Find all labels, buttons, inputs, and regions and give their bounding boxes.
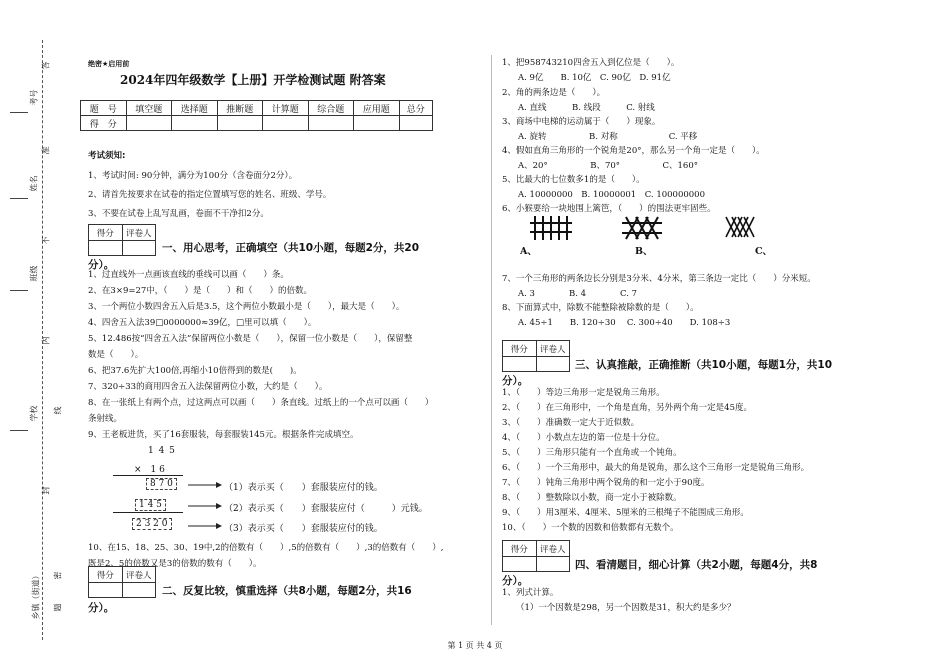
partial-product-2: 1 4 5 — [135, 499, 166, 511]
scorebox-label: 得分 — [510, 344, 528, 355]
question-item: 5、比最大的七位数多1的是（ ）。 — [502, 175, 645, 185]
score-table-cell: 总分 — [399, 101, 433, 116]
arrow-icons — [186, 462, 226, 532]
question-item: 1、过直线外一点画该直线的垂线可以画（ ）条。 — [88, 270, 289, 280]
notice-item: 2、请首先按要求在试卷的指定位置填写您的姓名、班级、学号。 — [88, 190, 332, 200]
margin-blank — [10, 430, 28, 431]
question-item: 5、12.486按“四舍五入法”保留两位小数是（ ），保留一位小数是（ ），保留整 — [88, 334, 413, 344]
scorebox-label: 评卷人 — [536, 541, 570, 556]
scorebox-label: 评卷人 — [122, 225, 156, 240]
margin-cut-char: 题 — [53, 603, 63, 612]
section2-title-cont: 分）。 — [88, 602, 115, 614]
score-table-cell: 选择题 — [172, 101, 218, 116]
margin-label-town: 乡镇（街道） — [31, 571, 41, 620]
column-divider — [491, 55, 492, 625]
page-title: 2024年四年级数学【上册】开学检测试题 附答案 — [120, 73, 386, 87]
arrow-icon — [188, 482, 222, 488]
judge-item: 7、（ ）钝角三角形中两个锐角的和一定小于90度。 — [502, 478, 710, 488]
multiplier: × 1 6 — [134, 465, 165, 475]
fence-option-a[interactable]: A、 — [520, 246, 537, 257]
question-item: 7、320÷33的商用四舍五入法保留两位小数，大约是（ ）。 — [88, 382, 328, 392]
section3-title: 三、认真推敲，正确推断（共10小题，每题1分，共10 — [575, 359, 833, 371]
judge-item: 9、（ ）用3厘米、4厘米、5厘米的三根绳子不能围成三角形。 — [502, 508, 749, 518]
secret-mark: 绝密★启用前 — [88, 60, 130, 68]
margin-cut-char: 答 — [41, 61, 51, 70]
score-table — [80, 100, 433, 131]
scorebox-label: 得分 — [96, 228, 114, 239]
calc-item: 1、列式计算。 — [502, 588, 559, 598]
question-item: 2、角的两条边是（ ）。 — [502, 88, 606, 98]
section3-title-cont: 分）。 — [502, 375, 529, 387]
calc-item: （1）一个因数是298，另一个因数是31，积大约是多少？ — [516, 603, 736, 613]
scorebox-input[interactable] — [536, 357, 570, 372]
scorebox-input[interactable] — [503, 357, 536, 372]
judge-item: 5、（ ）三角形只能有一个直角或一个钝角。 — [502, 448, 682, 458]
scorebox-input[interactable] — [536, 557, 570, 572]
score-input-cell[interactable] — [263, 116, 309, 131]
fence-lattice-icon — [726, 217, 754, 237]
score-input-cell[interactable] — [217, 116, 263, 131]
question-item: 2、在3×9=27中，（ ）是（ ）和（ ）的倍数。 — [88, 286, 313, 296]
question-item: 数是（ ）。 — [88, 350, 144, 360]
fence-cross-icon — [622, 217, 662, 239]
judge-item: 4、（ ）小数点左边的第一位是十分位。 — [502, 433, 665, 443]
notice-item: 3、不要在试卷上乱写乱画，卷面不干净扣2分。 — [88, 209, 269, 219]
notice-title: 考试须知: — [88, 151, 126, 161]
question-item: 7、一个三角形的两条边长分别是3分米、4分米，第三条边一定比（ ）分米短。 — [502, 274, 816, 284]
question-item: 3、商场中电梯的运动属于（ ）现象。 — [502, 117, 661, 127]
score-table-cell: 题 号 — [81, 101, 127, 116]
margin-cut-char: 准 — [41, 146, 51, 155]
calc-answer-2: （2）表示买（ ）套服装应付（ ）元钱。 — [224, 504, 428, 514]
question-item: 3、一个两位小数四舍五入后是3.5，这个两位小数最小是（ ），最大是（ ）。 — [88, 302, 405, 312]
section4-title: 四、看清题目，细心计算（共2小题，每题4分，共8 — [575, 559, 818, 571]
calc-answer-1: （1）表示买（ ）套服装应付的钱。 — [224, 483, 383, 493]
margin-label-class: 班级 — [29, 265, 39, 282]
margin-label-name: 姓名 — [29, 175, 39, 192]
scorebox-label: 评卷人 — [536, 341, 570, 356]
section2-title: 二、反复比较，慎重选择（共8小题，每题2分，共16 — [162, 585, 412, 597]
margin-blank — [10, 112, 28, 113]
question-item: 8、下面算式中，除数不能整除被除数的是（ ）。 — [502, 303, 699, 313]
judge-item: 1、（ ）等边三角形一定是锐角三角形。 — [502, 388, 665, 398]
score-table-score-row — [81, 116, 433, 131]
section1-title: 一、用心思考，正确填空（共10小题，每题2分，共20 — [162, 242, 420, 254]
section1-title-cont: 分）。 — [88, 259, 115, 271]
score-input-cell[interactable] — [308, 116, 354, 131]
final-product: 2 3 2 0 — [132, 518, 172, 530]
question-options: A. 9亿 B. 10亿 C. 90亿 D. 91亿 — [518, 73, 671, 83]
fence-option-b[interactable]: B、 — [635, 246, 653, 257]
question-item: 1、把958743210四舍五入到亿位是（ ）。 — [502, 58, 680, 68]
scorebox-input[interactable] — [122, 241, 156, 256]
question-options: A. 直线 B. 线段 C. 射线 — [518, 103, 655, 113]
margin-blank — [10, 290, 28, 291]
question-item: 6、小猴要给一块地围上篱笆，（ ）的围法更牢固些。 — [502, 204, 716, 214]
margin-cut-char: 内 — [41, 336, 51, 345]
section4-title-cont: 分）。 — [502, 575, 529, 587]
scorebox-input[interactable] — [89, 583, 122, 598]
score-table-cell: 综合题 — [308, 101, 354, 116]
question-item: 既是2、5的倍数又是3的倍数的数有（ ）。 — [88, 559, 262, 569]
score-table-cell: 应用题 — [354, 101, 400, 116]
section-scorebox — [502, 540, 570, 572]
score-table-cell: 推断题 — [217, 101, 263, 116]
question-options: A. 3 B. 4 C. 7 — [518, 289, 638, 299]
question-item: 10、在15、18、25、30、19中,2的倍数有（ ）,5的倍数有（ ）,3的倍数有（ ）, — [88, 543, 444, 553]
question-options: A. 旋转 B. 对称 C. 平移 — [518, 132, 698, 142]
question-item: 8、在一张纸上有两个点，过这两点可以画（ ）条直线。过纸上的一个点可以画（ ） — [88, 398, 434, 408]
score-table-header-row — [81, 101, 433, 116]
scorebox-label: 得分 — [96, 570, 114, 581]
margin-cut-char: 密 — [53, 571, 63, 580]
margin-label-school: 学校 — [29, 405, 39, 422]
scorebox-input[interactable] — [503, 557, 536, 572]
question-options: A、20° B、70° C、160° — [518, 161, 698, 171]
question-item: 4、假如直角三角形的一个锐角是20°，那么另一个角一定是（ ）。 — [502, 146, 765, 156]
question-item: 条射线。 — [88, 414, 123, 424]
judge-item: 10、（ ）一个数的因数和倍数都有无数个。 — [502, 523, 679, 533]
fence-grid-icon — [530, 216, 572, 240]
margin-label-exam-number: 考号 — [29, 89, 39, 106]
section-scorebox — [88, 566, 156, 598]
fence-option-c[interactable]: C、 — [755, 246, 773, 257]
scorebox-input[interactable] — [122, 583, 156, 598]
question-options: A. 10000000 B. 10000001 C. 100000000 — [518, 190, 705, 200]
score-input-cell[interactable] — [172, 116, 218, 131]
section-scorebox — [88, 224, 156, 256]
scorebox-label: 评卷人 — [122, 567, 156, 582]
section-scorebox — [502, 340, 570, 372]
scorebox-label: 得分 — [510, 544, 528, 555]
page-footer: 第 1 页 共 4 页 — [447, 641, 503, 650]
calc-line — [113, 475, 183, 476]
margin-cut-char: 不 — [41, 236, 51, 245]
margin-cut-char: 封 — [41, 486, 51, 495]
margin-blank — [10, 198, 28, 199]
score-input-cell[interactable] — [399, 116, 433, 131]
score-input-cell[interactable] — [354, 116, 400, 131]
calc-answer-3: （3）表示买（ ）套服装应付的钱。 — [224, 524, 383, 534]
score-table-cell: 计算题 — [263, 101, 309, 116]
score-table-cell: 得 分 — [81, 116, 127, 131]
judge-item: 3、（ ）准确数一定大于近似数。 — [502, 418, 640, 428]
arrow-icon — [188, 523, 222, 529]
judge-item: 8、（ ）整数除以小数，商一定小于被除数。 — [502, 493, 682, 503]
notice-item: 1、考试时间: 90分钟，满分为100分（含卷面分2分）。 — [88, 171, 298, 181]
question-options: A. 45÷1 B. 120÷30 C. 300÷40 D. 108÷3 — [518, 318, 731, 328]
multiplicand: 1 4 5 — [148, 446, 176, 456]
question-item: 4、四舍五入法39□0000000≈39亿，□里可以填（ ）。 — [88, 318, 317, 328]
score-input-cell[interactable] — [126, 116, 172, 131]
scorebox-input[interactable] — [89, 241, 122, 256]
judge-item: 2、（ ）在三角形中，一个角是直角，另外两个角一定是45度。 — [502, 403, 752, 413]
fence-figures — [530, 215, 790, 241]
arrow-icon — [188, 503, 222, 509]
score-table-cell: 填空题 — [126, 101, 172, 116]
question-item: 6、把37.6先扩大100倍,再缩小10倍得到的数是( )。 — [88, 366, 302, 376]
margin-cut-char: 线 — [53, 406, 63, 415]
calc-line — [113, 512, 183, 513]
partial-product-1: 8 7 0 — [146, 478, 177, 490]
question-item: 9、王老板进货，买了16套服装，每套服装145元。根据条件完成填空。 — [88, 430, 359, 440]
judge-item: 6、（ ）一个三角形中，最大的角是锐角，那么这个三角形一定是锐角三角形。 — [502, 463, 810, 473]
